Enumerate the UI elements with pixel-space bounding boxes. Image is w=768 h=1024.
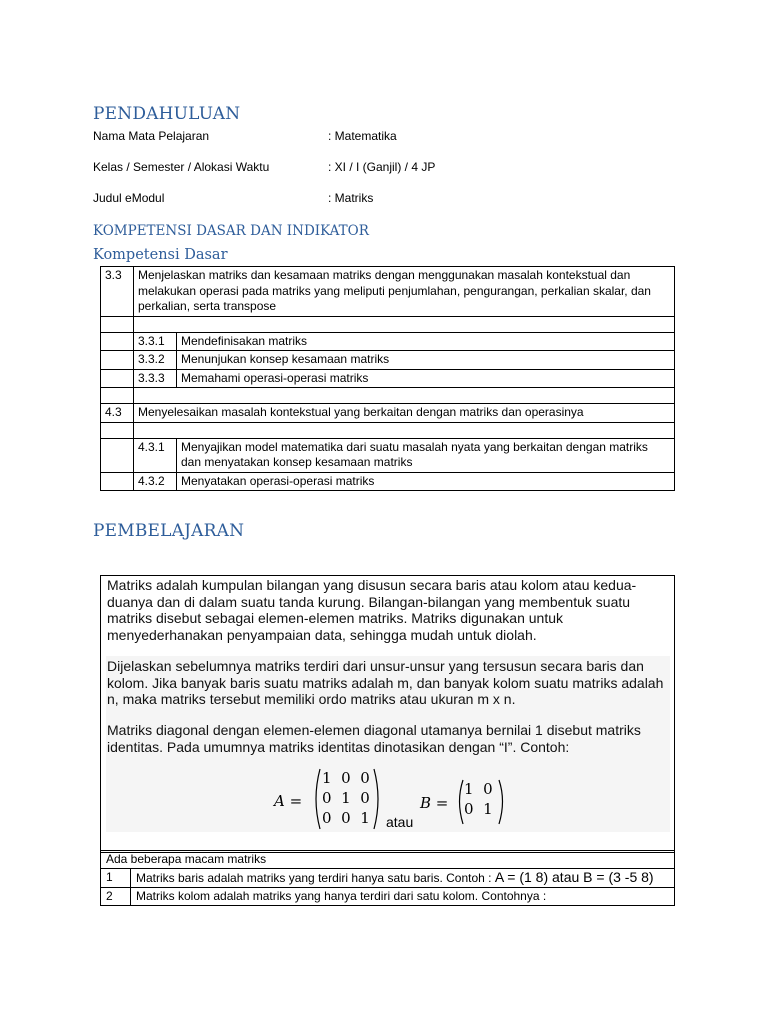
matrix-a-label: A = (274, 792, 303, 810)
value-kelas: : XI / I (Ganjil) / 4 JP (328, 160, 436, 174)
table-row (101, 388, 675, 404)
table-row (101, 438, 675, 472)
table-row (101, 369, 675, 388)
indicator-text: Menyajikan model matematika dari suatu masalah nyata yang berkaitan dengan matriks dan menyatakan konsep kesamaan matriks (177, 438, 675, 472)
kompetensi-table (100, 266, 675, 491)
indicator-text: Mendefinisakan matriks (177, 332, 675, 351)
subtitle-kompetensi-dasar: Kompetensi Dasar (93, 247, 228, 263)
indicator-text: Menyatakan operasi-operasi matriks (177, 472, 675, 491)
type-description: Matriks baris adalah matriks yang terdiri hanya satu baris. Contoh : A = (1 8) atau B = (3 -5 8) (131, 869, 675, 888)
section-title-pembelajaran: PEMBELAJARAN (93, 521, 245, 541)
label-mata-pelajaran: Nama Mata Pelajaran (93, 129, 210, 143)
type-example: A = (1 8) atau B = (3 -5 8) (494, 869, 654, 885)
indicator-code: 4.3.1 (134, 438, 177, 472)
kd-text: Menyelesaikan masalah kontekstual yang berkaitan dengan matriks dan operasinya (134, 404, 675, 423)
table-row (101, 422, 675, 438)
kd-text: Menjelaskan matriks dan kesamaan matriks dengan menggunakan masalah kontekstual dan melakukan operasi pada matriks yang meliputi penjumlahan, pengurangan, perkalian skalar, dan perkalian, serta transpose (134, 267, 675, 317)
indicator-text: Memahami operasi-operasi matriks (177, 369, 675, 388)
section-title-pendahuluan: PENDAHULUAN (93, 104, 241, 124)
indicator-code: 3.3.2 (134, 351, 177, 370)
paragraph-identitas: Matriks diagonal dengan elemen-elemen diagonal utamanya bernilai 1 disebut matriks identitas. Pada umumnya matriks identitas dinotasikan dengan “I”. Contoh: (107, 722, 641, 755)
paragraph-ordo: Dijelaskan sebelumnya matriks terdiri dari unsur-unsur yang tersusun secara baris dan kolom. Jika banyak baris suatu matriks adalah m, dan banyak kolom suatu matriks adalah n, maka matriks tersebut memiliki ordo matriks atau ukuran m x n. (107, 658, 664, 707)
label-judul: Judul eModul (93, 191, 165, 205)
table-row (101, 332, 675, 351)
table-row (101, 351, 675, 370)
table-row (101, 888, 675, 906)
indicator-code: 3.3.1 (134, 332, 177, 351)
identity-matrix-example (106, 766, 670, 842)
table-row (101, 472, 675, 491)
kd-code: 3.3 (101, 267, 134, 317)
matrix-b-label: B = (420, 794, 449, 812)
indicator-text: Menunjukan konsep kesamaan matriks (177, 351, 675, 370)
kd-code: 4.3 (101, 404, 134, 423)
value-mata-pelajaran: : Matematika (328, 129, 397, 143)
matrix-connector: atau (386, 814, 414, 830)
types-header: Ada beberapa macam matriks (101, 851, 675, 869)
section-title-kompetensi: KOMPETENSI DASAR DAN INDIKATOR (93, 223, 369, 239)
matrix-a-values: 1 0 0 0 1 0 0 0 1 (322, 769, 370, 827)
type-number: 1 (101, 869, 131, 888)
table-row (101, 869, 675, 888)
table-row (101, 851, 675, 869)
table-row (101, 404, 675, 423)
table-row (101, 316, 675, 332)
shaded-area (106, 656, 670, 832)
value-judul: : Matriks (328, 191, 374, 205)
table-row (101, 267, 675, 317)
type-description: Matriks kolom adalah matriks yang hanya terdiri dari satu kolom. Contohnya : (131, 888, 675, 906)
matrix-b-values: 1 0 0 1 (464, 780, 493, 818)
type-number: 2 (101, 888, 131, 906)
indicator-code: 3.3.3 (134, 369, 177, 388)
paragraph-definition: Matriks adalah kumpulan bilangan yang disusun secara baris atau kolom atau kedua-duanya dan di dalam suatu tanda kurung. Bilangan-bilangan yang membentuk suatu matriks disebut sebagai elemen-elemen matriks. Matriks digunakan untuk menyederhanakan penyampaian data, sehingga mudah untuk diolah. (107, 577, 637, 643)
label-kelas: Kelas / Semester / Alokasi Waktu (93, 160, 270, 174)
matrix-types-table (100, 850, 675, 906)
indicator-code: 4.3.2 (134, 472, 177, 491)
learning-content-box (100, 575, 675, 853)
